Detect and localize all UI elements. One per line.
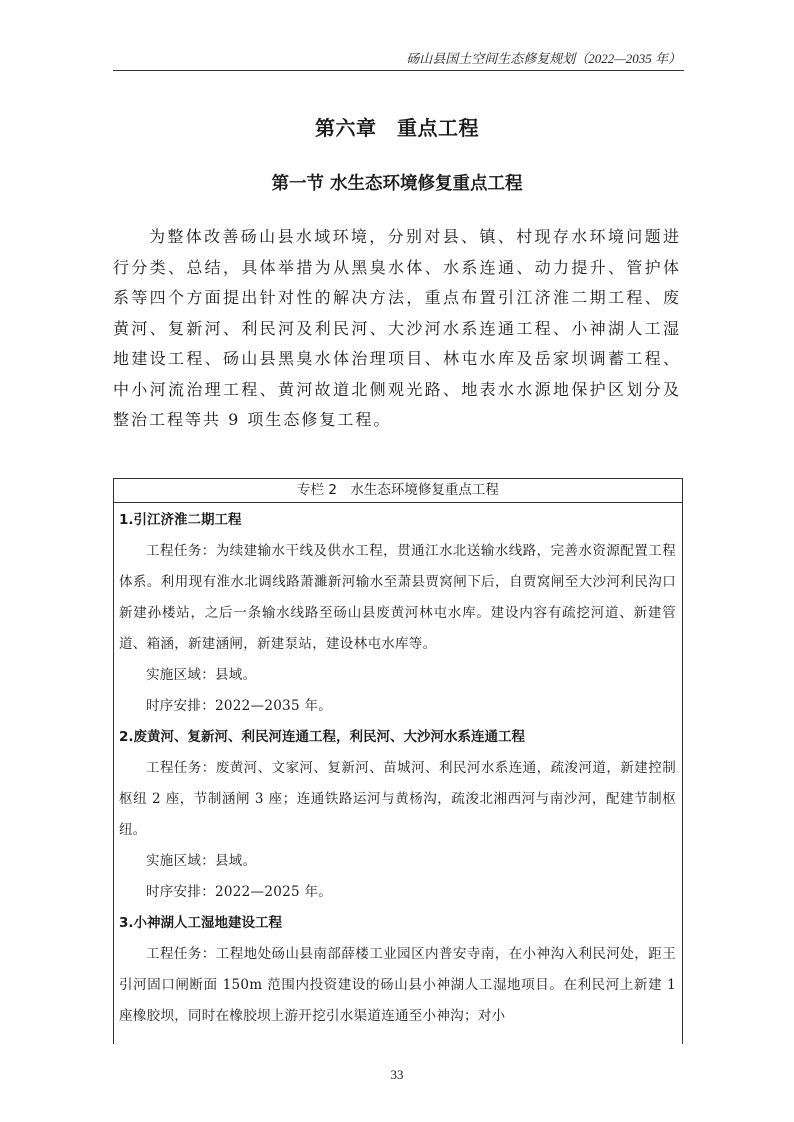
running-header: 砀山县国土空间生态修复规划（2022—2035 年） xyxy=(406,51,681,66)
project-heading-2: 2.废黄河、复新河、利民河连通工程，利民河、大沙河水系连通工程 xyxy=(119,729,526,745)
chapter-title: 第六章 重点工程 xyxy=(315,116,479,140)
project-task-2: 工程任务：废黄河、文家河、复新河、苗城河、利民河水系连通，疏浚河道，新建控制枢纽 2 座，节制涵闸 3 座；连通铁路运河与黄杨沟，疏浚北湘西河与南沙河，配建节制枢纽。 xyxy=(119,760,676,838)
project-schedule-1: 时序安排：2022—2035 年。 xyxy=(146,698,333,714)
project-heading-3: 3.小神湖人工湿地建设工程 xyxy=(119,915,283,931)
project-area-2: 实施区域：县域。 xyxy=(146,853,257,869)
project-box xyxy=(113,478,683,1044)
header-rule xyxy=(113,70,684,71)
intro-text xyxy=(113,222,681,436)
project-heading-1: 1.引江济淮二期工程 xyxy=(119,512,242,528)
box-content xyxy=(114,503,682,1032)
project-schedule-2: 时序安排：2022—2025 年。 xyxy=(146,884,333,900)
intro-paragraph: 为整体改善砀山县水域环境，分别对县、镇、村现存水环境问题进行分类、总结，具体举措为从黑臭水体、水系连通、动力提升、管护体系等四个方面提出针对性的解决方法，重点布置引江济淮二期工程、废黄河、复新河、利民河及利民河、大沙河水系连通工程、小神湖人工湿地建设工程、砀山县黑臭水体治理项目、林屯水库及岳家坝调蓄工程、中小河流治理工程、黄河故道北侧观光路、地表水水源地保护区划分及整治工程等共 9 项生态修复工程。 xyxy=(113,227,681,429)
box-title: 专栏 2 水生态环境修复重点工程 xyxy=(114,479,682,503)
project-area-1: 实施区域：县域。 xyxy=(146,667,257,683)
section-title: 第一节 水生态环境修复重点工程 xyxy=(271,174,523,194)
project-task-1: 工程任务：为续建输水干线及供水工程，贯通江水北送输水线路，完善水资源配置工程体系。利用现有淮水北调线路萧濉新河输水至萧县贾窝闸下后，自贾窝闸至大沙河利民沟口新建孙楼站，之后一条输水线路至砀山县废黄河林屯水库。建设内容有疏挖河道、新建管道、箱涵，新建涵闸，新建泵站，建设林屯水库等。 xyxy=(119,543,676,652)
page-number: 33 xyxy=(390,1067,404,1082)
project-task-3: 工程任务：工程地处砀山县南部薛楼工业园区内普安寺南，在小神沟入利民河处，距王引河固口闸断面 150m 范围内投资建设的砀山县小神湖人工湿地项目。在利民河上新建 1 座橡胶坝，同时在橡胶坝上游开挖引水渠道连通至小神沟；对小 xyxy=(119,946,676,1024)
